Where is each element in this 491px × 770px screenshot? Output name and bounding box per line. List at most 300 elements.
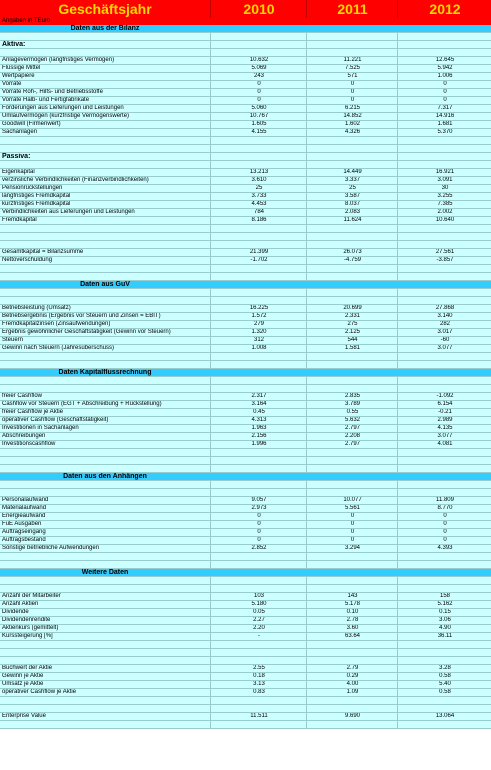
value-cell-2012[interactable]: 1.006 <box>397 73 491 80</box>
row-label[interactable]: operativer Cashflow je Aktie <box>2 689 77 695</box>
value-cell-2011[interactable] <box>306 225 398 232</box>
value-cell-2011[interactable]: 2.125 <box>306 329 398 336</box>
value-cell-2010[interactable]: 2.973 <box>210 505 307 512</box>
value-cell-2010[interactable] <box>210 481 307 488</box>
value-cell-2012[interactable] <box>397 649 491 656</box>
value-cell-2011[interactable]: 4.326 <box>306 129 398 136</box>
value-cell-2012[interactable]: 2.989 <box>397 417 491 424</box>
row-label[interactable] <box>2 657 207 664</box>
row-label[interactable] <box>2 561 207 568</box>
row-label[interactable]: Fremdkapitalzinsen (Zinsaufwendungen) <box>2 321 111 327</box>
value-cell-2012[interactable]: 7.385 <box>397 201 491 208</box>
value-cell-2012[interactable] <box>397 33 491 40</box>
value-cell-2010[interactable]: 0 <box>210 529 307 536</box>
value-cell-2011[interactable]: 0 <box>306 81 398 88</box>
value-cell-2011[interactable] <box>306 577 398 584</box>
value-cell-2011[interactable] <box>306 353 398 360</box>
row-label[interactable]: freier Cashflow <box>2 393 43 399</box>
value-cell-2010[interactable] <box>210 297 307 304</box>
value-cell-2010[interactable]: 0.45 <box>210 409 307 416</box>
value-cell-2010[interactable]: 5.060 <box>210 105 307 112</box>
value-cell-2012[interactable]: 0.58 <box>397 689 491 696</box>
value-cell-2012[interactable]: 36.11 <box>397 633 491 640</box>
value-cell-2011[interactable] <box>306 641 398 648</box>
section-title[interactable]: Daten aus GuV <box>80 281 130 288</box>
row-label[interactable]: Buchwert der Aktie <box>2 665 53 671</box>
value-cell-2010[interactable]: 0.83 <box>210 689 307 696</box>
value-cell-2011[interactable]: 10.077 <box>306 497 398 504</box>
row-label[interactable] <box>2 577 207 584</box>
value-cell-2010[interactable]: 312 <box>210 337 307 344</box>
value-cell-2012[interactable]: 3.28 <box>397 665 491 672</box>
row-label[interactable]: Auftragseingang <box>2 529 46 535</box>
value-cell-2011[interactable]: 2.208 <box>306 433 398 440</box>
value-cell-2012[interactable] <box>397 289 491 296</box>
value-cell-2010[interactable]: 3.164 <box>210 401 307 408</box>
value-cell-2011[interactable] <box>306 41 398 48</box>
value-cell-2012[interactable]: 0.58 <box>397 673 491 680</box>
row-label[interactable]: Wertpapiere <box>2 73 35 79</box>
value-cell-2010[interactable]: 2.852 <box>210 545 307 552</box>
row-label[interactable] <box>2 553 207 560</box>
row-label[interactable]: Aktienkurs (gemittelt) <box>2 625 59 631</box>
section-title[interactable]: Daten aus der Bilanz <box>70 25 140 32</box>
row-label[interactable] <box>2 225 207 232</box>
row-label[interactable]: Kurssteigerung [%] <box>2 633 53 639</box>
value-cell-2012[interactable]: 3.255 <box>397 193 491 200</box>
value-cell-2010[interactable] <box>210 33 307 40</box>
value-cell-2011[interactable] <box>306 489 398 496</box>
value-cell-2012[interactable]: -60 <box>397 337 491 344</box>
value-cell-2010[interactable] <box>210 577 307 584</box>
row-label[interactable] <box>2 297 207 304</box>
value-cell-2010[interactable]: 9.057 <box>210 497 307 504</box>
value-cell-2010[interactable] <box>210 137 307 144</box>
value-cell-2012[interactable] <box>397 161 491 168</box>
row-label[interactable] <box>2 641 207 648</box>
value-cell-2011[interactable]: 3.337 <box>306 177 398 184</box>
value-cell-2011[interactable] <box>306 457 398 464</box>
row-label[interactable]: Sonstige betriebliche Aufwendungen <box>2 545 100 551</box>
row-label[interactable]: Goodwill (Firmenwert) <box>2 121 61 127</box>
value-cell-2012[interactable] <box>397 377 491 384</box>
value-cell-2012[interactable]: 27.561 <box>397 249 491 256</box>
value-cell-2010[interactable]: 4.155 <box>210 129 307 136</box>
row-label[interactable]: Umsatz je Aktie <box>2 681 44 687</box>
value-cell-2011[interactable]: 4.00 <box>306 681 398 688</box>
value-cell-2010[interactable]: 2.20 <box>210 625 307 632</box>
value-cell-2011[interactable]: 5.178 <box>306 601 398 608</box>
value-cell-2011[interactable] <box>306 289 398 296</box>
row-label[interactable]: Anlagevermögen (langfristiges Vermögen) <box>2 57 115 63</box>
row-label[interactable]: Gesamtkapital = Bilanzsumme <box>2 249 84 255</box>
value-cell-2011[interactable] <box>306 233 398 240</box>
row-label[interactable]: Dividende <box>2 609 29 615</box>
value-cell-2012[interactable]: 282 <box>397 321 491 328</box>
value-cell-2010[interactable] <box>210 153 307 160</box>
row-label[interactable]: freier Cashflow je Aktie <box>2 409 64 415</box>
value-cell-2012[interactable]: 30 <box>397 185 491 192</box>
value-cell-2012[interactable]: 0 <box>397 81 491 88</box>
value-cell-2012[interactable] <box>397 153 491 160</box>
row-label[interactable] <box>2 49 207 56</box>
row-label[interactable]: langfristiges Fremdkapital <box>2 193 71 199</box>
value-cell-2010[interactable]: 0.18 <box>210 673 307 680</box>
value-cell-2010[interactable]: 0 <box>210 537 307 544</box>
value-cell-2010[interactable]: 1.572 <box>210 313 307 320</box>
value-cell-2012[interactable]: 3.091 <box>397 177 491 184</box>
row-label[interactable]: Energieaufwand <box>2 513 46 519</box>
value-cell-2011[interactable] <box>306 697 398 704</box>
value-cell-2010[interactable]: 1.996 <box>210 441 307 448</box>
value-cell-2010[interactable] <box>210 161 307 168</box>
value-cell-2012[interactable]: 5.942 <box>397 65 491 72</box>
value-cell-2010[interactable]: 5.180 <box>210 601 307 608</box>
value-cell-2011[interactable]: 2.797 <box>306 441 398 448</box>
value-cell-2010[interactable] <box>210 705 307 712</box>
row-label[interactable]: Personalaufwand <box>2 497 49 503</box>
value-cell-2011[interactable] <box>306 297 398 304</box>
row-label[interactable]: Pensionrückstellungen <box>2 185 63 191</box>
row-label[interactable] <box>2 353 207 360</box>
row-label[interactable]: Auftragsbestand <box>2 537 46 543</box>
value-cell-2011[interactable] <box>306 153 398 160</box>
value-cell-2011[interactable]: 2.083 <box>306 209 398 216</box>
value-cell-2010[interactable] <box>210 465 307 472</box>
value-cell-2011[interactable]: 7.525 <box>306 65 398 72</box>
value-cell-2010[interactable] <box>210 377 307 384</box>
value-cell-2012[interactable]: 0.15 <box>397 609 491 616</box>
value-cell-2010[interactable]: 3.610 <box>210 177 307 184</box>
section-title[interactable]: Daten aus den Anhängen <box>63 473 147 480</box>
value-cell-2012[interactable]: 8.770 <box>397 505 491 512</box>
value-cell-2010[interactable]: 2.27 <box>210 617 307 624</box>
value-cell-2010[interactable] <box>210 449 307 456</box>
value-cell-2010[interactable]: -1.702 <box>210 257 307 264</box>
value-cell-2011[interactable]: 11.624 <box>306 217 398 224</box>
value-cell-2012[interactable]: 7.317 <box>397 105 491 112</box>
value-cell-2012[interactable] <box>397 553 491 560</box>
value-cell-2011[interactable] <box>306 657 398 664</box>
value-cell-2010[interactable] <box>210 289 307 296</box>
row-label[interactable]: FuE Ausgaben <box>2 521 42 527</box>
value-cell-2012[interactable] <box>397 233 491 240</box>
row-label[interactable] <box>2 33 207 40</box>
value-cell-2010[interactable]: 1.963 <box>210 425 307 432</box>
value-cell-2012[interactable]: 3.06 <box>397 617 491 624</box>
row-label[interactable]: Cashflow vor Steuern (EGT + Abschreibung + Rückstellung) <box>2 401 162 407</box>
unit-note[interactable]: Angaben in TEuro <box>2 18 51 24</box>
value-cell-2010[interactable]: 0 <box>210 89 307 96</box>
value-cell-2011[interactable]: 143 <box>306 593 398 600</box>
value-cell-2010[interactable] <box>210 489 307 496</box>
value-cell-2010[interactable]: 784 <box>210 209 307 216</box>
value-cell-2011[interactable] <box>306 585 398 592</box>
value-cell-2012[interactable]: 0 <box>397 537 491 544</box>
row-label[interactable] <box>2 465 207 472</box>
value-cell-2010[interactable] <box>210 273 307 280</box>
value-cell-2011[interactable] <box>306 273 398 280</box>
value-cell-2011[interactable]: 2.835 <box>306 393 398 400</box>
value-cell-2011[interactable] <box>306 465 398 472</box>
value-cell-2010[interactable] <box>210 657 307 664</box>
value-cell-2012[interactable] <box>397 585 491 592</box>
row-label[interactable] <box>2 289 207 296</box>
row-label[interactable] <box>2 721 207 728</box>
value-cell-2010[interactable] <box>210 553 307 560</box>
header-year-2012[interactable]: 2012 <box>397 0 491 18</box>
header-year-2011[interactable]: 2011 <box>306 0 398 18</box>
value-cell-2012[interactable] <box>397 457 491 464</box>
value-cell-2011[interactable] <box>306 449 398 456</box>
value-cell-2012[interactable]: 10.640 <box>397 217 491 224</box>
value-cell-2011[interactable] <box>306 705 398 712</box>
value-cell-2012[interactable]: 0 <box>397 89 491 96</box>
row-label[interactable] <box>2 377 207 384</box>
row-label[interactable] <box>2 145 207 152</box>
row-label[interactable]: Enterprise Value <box>2 713 46 719</box>
row-label[interactable] <box>2 705 207 712</box>
row-label[interactable]: Materialaufwand <box>2 505 47 511</box>
row-label[interactable] <box>2 481 207 488</box>
value-cell-2010[interactable] <box>210 561 307 568</box>
value-cell-2012[interactable]: 11.809 <box>397 497 491 504</box>
row-label[interactable]: Fremdkapital <box>2 217 37 223</box>
row-label[interactable]: Eigenkapital <box>2 169 35 175</box>
value-cell-2010[interactable]: 10.767 <box>210 113 307 120</box>
value-cell-2012[interactable] <box>397 577 491 584</box>
value-cell-2011[interactable]: 2.331 <box>306 313 398 320</box>
row-label[interactable] <box>2 233 207 240</box>
value-cell-2012[interactable]: 4.90 <box>397 625 491 632</box>
row-label[interactable]: Dividendenrendite <box>2 617 51 623</box>
value-cell-2011[interactable] <box>306 161 398 168</box>
value-cell-2012[interactable] <box>397 241 491 248</box>
value-cell-2011[interactable] <box>306 265 398 272</box>
row-label[interactable]: Vorräte <box>2 81 22 87</box>
value-cell-2012[interactable]: -0.21 <box>397 409 491 416</box>
row-label[interactable]: Betriebsleistung (Umsatz) <box>2 305 71 311</box>
value-cell-2012[interactable] <box>397 353 491 360</box>
value-cell-2012[interactable] <box>397 273 491 280</box>
row-label[interactable] <box>2 585 207 592</box>
row-label[interactable] <box>2 241 207 248</box>
value-cell-2012[interactable]: -1.092 <box>397 393 491 400</box>
value-cell-2011[interactable]: 2.79 <box>306 665 398 672</box>
value-cell-2011[interactable]: 26.073 <box>306 249 398 256</box>
value-cell-2011[interactable] <box>306 721 398 728</box>
value-cell-2011[interactable] <box>306 553 398 560</box>
row-label[interactable]: Passiva: <box>2 153 31 160</box>
value-cell-2012[interactable]: -3.857 <box>397 257 491 264</box>
value-cell-2012[interactable] <box>397 641 491 648</box>
value-cell-2012[interactable]: 5.370 <box>397 129 491 136</box>
value-cell-2011[interactable]: 0.55 <box>306 409 398 416</box>
value-cell-2012[interactable]: 5.40 <box>397 681 491 688</box>
value-cell-2011[interactable]: 0 <box>306 89 398 96</box>
value-cell-2011[interactable] <box>306 649 398 656</box>
row-label[interactable] <box>2 457 207 464</box>
row-label[interactable]: Ergebnis gewöhnlicher Geschäftstätigkeit (Gewinn vor Steuern) <box>2 329 171 335</box>
value-cell-2011[interactable]: 0.10 <box>306 609 398 616</box>
value-cell-2011[interactable] <box>306 33 398 40</box>
row-label[interactable]: kurzfristiges Fremdkapital <box>2 201 71 207</box>
row-label[interactable]: Forderungen aus Lieferungen und Leistungen <box>2 105 124 111</box>
value-cell-2010[interactable]: 13.213 <box>210 169 307 176</box>
row-label[interactable]: Sachanlagen <box>2 129 38 135</box>
value-cell-2010[interactable]: 3.13 <box>210 681 307 688</box>
value-cell-2012[interactable]: 4.393 <box>397 545 491 552</box>
value-cell-2010[interactable]: 0 <box>210 521 307 528</box>
row-label[interactable]: Vorräte Roh-, Hilfs- und Betriebsstoffe <box>2 89 103 95</box>
value-cell-2010[interactable]: 5.069 <box>210 65 307 72</box>
value-cell-2011[interactable]: 5.561 <box>306 505 398 512</box>
value-cell-2010[interactable] <box>210 385 307 392</box>
value-cell-2012[interactable]: 0 <box>397 513 491 520</box>
value-cell-2010[interactable]: 1.605 <box>210 121 307 128</box>
value-cell-2012[interactable]: 16.921 <box>397 169 491 176</box>
value-cell-2010[interactable]: 243 <box>210 73 307 80</box>
value-cell-2011[interactable] <box>306 49 398 56</box>
row-label[interactable]: Investitionen in Sachanlagen <box>2 425 79 431</box>
value-cell-2012[interactable]: 6.154 <box>397 401 491 408</box>
value-cell-2010[interactable]: 11.511 <box>210 713 307 720</box>
value-cell-2010[interactable] <box>210 585 307 592</box>
value-cell-2012[interactable] <box>397 449 491 456</box>
value-cell-2012[interactable]: 1.681 <box>397 121 491 128</box>
row-label[interactable]: Anzahl Aktien <box>2 601 39 607</box>
value-cell-2011[interactable] <box>306 361 398 368</box>
value-cell-2010[interactable]: 10.632 <box>210 57 307 64</box>
value-cell-2010[interactable] <box>210 41 307 48</box>
value-cell-2010[interactable]: 2.55 <box>210 665 307 672</box>
value-cell-2012[interactable]: 158 <box>397 593 491 600</box>
value-cell-2011[interactable]: 63.64 <box>306 633 398 640</box>
value-cell-2010[interactable]: 8.186 <box>210 217 307 224</box>
value-cell-2011[interactable] <box>306 137 398 144</box>
row-label[interactable]: Verbindlichkeiten aus Lieferungen und Leistungen <box>2 209 135 215</box>
value-cell-2010[interactable]: 1.320 <box>210 329 307 336</box>
value-cell-2010[interactable]: 279 <box>210 321 307 328</box>
row-label[interactable] <box>2 361 207 368</box>
row-label[interactable] <box>2 449 207 456</box>
value-cell-2011[interactable]: 571 <box>306 73 398 80</box>
value-cell-2012[interactable] <box>397 265 491 272</box>
value-cell-2012[interactable]: 27.868 <box>397 305 491 312</box>
value-cell-2012[interactable] <box>397 361 491 368</box>
value-cell-2012[interactable]: 13.064 <box>397 713 491 720</box>
row-label[interactable] <box>2 137 207 144</box>
value-cell-2010[interactable]: 103 <box>210 593 307 600</box>
value-cell-2011[interactable] <box>306 377 398 384</box>
value-cell-2012[interactable]: 12.645 <box>397 57 491 64</box>
value-cell-2011[interactable]: 25 <box>306 185 398 192</box>
value-cell-2011[interactable]: 544 <box>306 337 398 344</box>
section-title[interactable]: Weitere Daten <box>81 569 129 576</box>
row-label[interactable]: verzinsliche Verbindlichkeiten (Finanzverbindlichkeiten) <box>2 177 149 183</box>
value-cell-2012[interactable] <box>397 297 491 304</box>
row-label[interactable] <box>2 265 207 272</box>
row-label[interactable] <box>2 273 207 280</box>
value-cell-2012[interactable]: 14.916 <box>397 113 491 120</box>
value-cell-2012[interactable]: 4.081 <box>397 441 491 448</box>
value-cell-2010[interactable] <box>210 641 307 648</box>
value-cell-2011[interactable]: 5.632 <box>306 417 398 424</box>
value-cell-2010[interactable] <box>210 697 307 704</box>
value-cell-2012[interactable] <box>397 657 491 664</box>
value-cell-2011[interactable]: 0 <box>306 97 398 104</box>
row-label[interactable]: Betriebsergebnis (Ergebnis vor Steuern und Zinsen = EBIT) <box>2 313 161 319</box>
value-cell-2010[interactable]: 0 <box>210 97 307 104</box>
value-cell-2011[interactable]: 1.581 <box>306 345 398 352</box>
value-cell-2010[interactable]: 2.156 <box>210 433 307 440</box>
value-cell-2011[interactable]: 275 <box>306 321 398 328</box>
row-label[interactable]: Abschreibungen <box>2 433 46 439</box>
value-cell-2012[interactable] <box>397 41 491 48</box>
value-cell-2011[interactable]: 0 <box>306 513 398 520</box>
row-label[interactable]: Steuern <box>2 337 24 343</box>
value-cell-2012[interactable]: 2.002 <box>397 209 491 216</box>
value-cell-2011[interactable]: 14.852 <box>306 113 398 120</box>
value-cell-2010[interactable] <box>210 145 307 152</box>
value-cell-2011[interactable]: 14.449 <box>306 169 398 176</box>
value-cell-2011[interactable]: 2.797 <box>306 425 398 432</box>
value-cell-2010[interactable]: 21.399 <box>210 249 307 256</box>
header-title[interactable]: Geschäftsjahr <box>58 1 152 17</box>
value-cell-2012[interactable]: 3.077 <box>397 433 491 440</box>
value-cell-2010[interactable] <box>210 265 307 272</box>
row-label[interactable] <box>2 649 207 656</box>
value-cell-2010[interactable] <box>210 241 307 248</box>
value-cell-2011[interactable] <box>306 241 398 248</box>
value-cell-2011[interactable]: 2.78 <box>306 617 398 624</box>
value-cell-2011[interactable]: 9.690 <box>306 713 398 720</box>
value-cell-2012[interactable]: 5.162 <box>397 601 491 608</box>
header-year-2010[interactable]: 2010 <box>210 0 307 18</box>
value-cell-2012[interactable] <box>397 49 491 56</box>
value-cell-2010[interactable]: 3.733 <box>210 193 307 200</box>
value-cell-2011[interactable] <box>306 561 398 568</box>
value-cell-2012[interactable]: 3.140 <box>397 313 491 320</box>
value-cell-2012[interactable]: 4.135 <box>397 425 491 432</box>
value-cell-2010[interactable] <box>210 361 307 368</box>
row-label[interactable]: Flüssige Mittel <box>2 65 41 71</box>
row-label[interactable]: Gewinn nach Steuern (Jahresüberschuss) <box>2 345 115 351</box>
value-cell-2012[interactable] <box>397 721 491 728</box>
row-label[interactable] <box>2 489 207 496</box>
row-label[interactable]: Nettoverschuldung <box>2 257 53 263</box>
value-cell-2011[interactable]: 0 <box>306 537 398 544</box>
value-cell-2010[interactable] <box>210 457 307 464</box>
value-cell-2012[interactable] <box>397 697 491 704</box>
value-cell-2011[interactable]: 3.294 <box>306 545 398 552</box>
value-cell-2012[interactable]: 0 <box>397 97 491 104</box>
value-cell-2011[interactable]: 3.60 <box>306 625 398 632</box>
value-cell-2012[interactable] <box>397 481 491 488</box>
value-cell-2011[interactable] <box>306 385 398 392</box>
value-cell-2010[interactable]: 0 <box>210 513 307 520</box>
value-cell-2010[interactable] <box>210 49 307 56</box>
section-title[interactable]: Daten Kapitalflussrechnung <box>58 369 152 376</box>
value-cell-2011[interactable]: -4.759 <box>306 257 398 264</box>
value-cell-2012[interactable] <box>397 561 491 568</box>
value-cell-2011[interactable]: 0 <box>306 529 398 536</box>
value-cell-2010[interactable]: 16.225 <box>210 305 307 312</box>
row-label[interactable]: Investitionscashflow <box>2 441 56 447</box>
value-cell-2012[interactable]: 0 <box>397 529 491 536</box>
value-cell-2012[interactable]: 0 <box>397 521 491 528</box>
value-cell-2012[interactable]: 3.017 <box>397 329 491 336</box>
